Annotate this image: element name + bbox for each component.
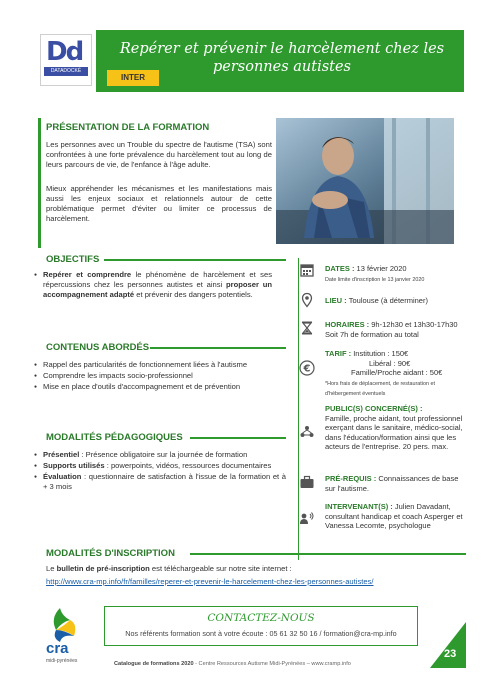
objectifs-list <box>34 270 272 301</box>
prereq-label: PRÉ-REQUIS : <box>325 474 379 483</box>
horaires-label: HORAIRES : <box>325 320 372 329</box>
logo-letters: Dd <box>46 37 83 67</box>
intervenant-label: INTERVENANT(S) : <box>325 502 395 511</box>
objectifs-divider <box>104 259 286 261</box>
contact-text: Nos référents formation sont à votre écoute : 05 61 32 50 16 / formation@cra-mp.info <box>125 629 397 638</box>
tarif-famille: Famille/Proche aidant : 50€ <box>351 368 443 377</box>
inscription-post: est téléchargeable sur notre site internet : <box>149 564 292 573</box>
list-item <box>34 472 286 492</box>
cra-logo <box>44 606 94 666</box>
logo-ribbon: DATADOCKÉ <box>44 67 88 76</box>
euro-icon <box>299 360 315 376</box>
modalite-bold: Évaluation <box>43 472 82 481</box>
speaker-person-icon <box>299 510 315 526</box>
list-item <box>34 270 272 300</box>
modalites-peda-list <box>34 450 286 493</box>
contenus-title: CONTENUS ABORDÉS <box>46 342 150 353</box>
objectif-text-1: le phénomène de harcèlement et ses répercussions chez les personnes autistes et ainsi <box>43 270 272 289</box>
prereq-block <box>325 474 465 493</box>
modalite-text: : powerpoints, vidéos, ressources documentaires <box>104 461 272 470</box>
horaires-value: 9h-12h30 et 13h30-17h30 <box>371 320 458 329</box>
list-item <box>34 450 286 460</box>
objectif-bold-1: Repérer et comprendre <box>43 270 132 279</box>
list-item: ● Comprendre les impacts socio-professionnel <box>34 371 284 381</box>
list-item <box>34 461 286 471</box>
list-item: ● Rappel des particularités de fonctionnement liées à l'autisme <box>34 360 284 370</box>
public-value: Famille, proche aidant, tout professionnel exerçant dans le sanitaire, médico-social, dans l'éducation/formation ainsi que les acteurs de l'entreprise. 20 pers. max. <box>325 413 463 451</box>
contact-title: CONTACTEZ-NOUS <box>207 612 315 624</box>
lieu-label: LIEU : <box>325 296 349 305</box>
objectif-bold-2: proposer un accompagnement adapté <box>43 280 272 299</box>
horaires-total: Soit 7h de formation au total <box>325 329 419 339</box>
presentation-paragraph-1: Les personnes avec un Trouble du spectre de l'autisme (TSA) sont confrontées à une forte prévalence du harcèlement tout au long de leurs parcours de vie, de l'enfance à l'âge adulte. <box>46 140 272 169</box>
dates-label: DATES : <box>325 264 357 273</box>
cra-logo-text: cra <box>46 640 69 657</box>
hourglass-icon <box>299 320 315 336</box>
modalites-peda-title: MODALITÉS PÉDAGOGIQUES <box>46 432 183 443</box>
prereq-value: Connaissances de base sur l'autisme. <box>325 474 459 493</box>
dates-block <box>325 264 465 284</box>
lieu-block <box>325 296 465 306</box>
footer-bold: Catalogue de formations 2020 <box>114 661 194 667</box>
location-pin-icon <box>299 292 315 308</box>
presentation-photo <box>276 118 454 244</box>
intervenant-value: Julien Davadant, consultant handicap et coach Asperger et Vanessa Lecomte, psychologue <box>325 502 463 530</box>
tarif-label: TARIF : <box>325 349 354 358</box>
contact-box <box>104 606 418 646</box>
footer <box>114 661 351 667</box>
modalite-bold: Supports utilisés <box>43 461 105 470</box>
horaires-block <box>325 320 465 339</box>
footer-text: - Centre Ressources Autisme Midi-Pyrénées – www.cramp.info <box>193 661 351 667</box>
modalite-bold: Présentiel <box>43 450 80 459</box>
inscription-divider <box>190 553 466 555</box>
tarif-note: *Hors frais de déplacement, de restauration et d'hébergement éventuels <box>325 380 435 397</box>
svg-text:€: € <box>303 363 311 375</box>
public-label: PUBLIC(S) CONCERNÉ(S) : <box>325 404 423 413</box>
inscription-bold: bulletin de pré-inscription <box>56 564 150 573</box>
intervenant-block <box>325 502 465 531</box>
modalite-text: : Présence obligatoire sur la journée de formation <box>79 450 248 459</box>
inscription-title: MODALITÉS D'INSCRIPTION <box>46 548 175 559</box>
page-title: Repérer et prévenir le harcèlement chez les personnes autistes <box>119 41 445 75</box>
presentation-bar <box>38 118 41 248</box>
contenus-divider <box>150 347 286 349</box>
inscription-link[interactable]: http://www.cra-mp.info/fr/familles/reperer-et-prevenir-le-harcelement-chez-les-personnes-autistes/ <box>46 577 374 586</box>
inscription-text <box>46 564 456 574</box>
lieu-value: Toulouse (à déterminer) <box>348 296 428 305</box>
inter-badge: INTER <box>107 70 159 86</box>
objectif-text-2: et prévenir des dangers potentiels. <box>134 290 253 299</box>
people-network-icon <box>299 424 315 440</box>
cra-logo-sub: midi-pyrénées <box>46 658 78 664</box>
public-block <box>325 404 465 452</box>
tarif-liberal: Libéral : 90€ <box>369 358 411 368</box>
list-item: ● Mise en place d'outils d'accompagnement et de prévention <box>34 382 284 392</box>
tarif-institution: Institution : 150€ <box>353 349 409 358</box>
contenus-list <box>34 360 284 393</box>
page-header <box>0 28 494 92</box>
briefcase-icon <box>299 474 315 490</box>
presentation-title: PRÉSENTATION DE LA FORMATION <box>46 122 210 133</box>
presentation-paragraph-2: Mieux appréhender les mécanismes et les manifestations mais aussi les enjeux sociaux et relationnels autour de cette problématique permet d'éviter ou limiter ce processus de harcèlement. <box>46 184 272 223</box>
dates-note: Date limite d'inscription le 13 janvier 2020 <box>325 276 425 283</box>
modalite-text: : questionnaire de satisfaction à l'issue de la formation et à + 3 mois <box>43 472 286 491</box>
modalites-peda-divider <box>190 437 286 439</box>
page-number: 23 <box>444 648 457 660</box>
inscription-pre: Le <box>46 564 57 573</box>
tarif-block <box>325 349 465 398</box>
page-corner <box>430 622 466 668</box>
dates-value: 13 février 2020 <box>356 264 407 273</box>
objectifs-title: OBJECTIFS <box>46 254 100 265</box>
calendar-icon <box>299 262 315 278</box>
datadocke-logo <box>40 34 92 86</box>
